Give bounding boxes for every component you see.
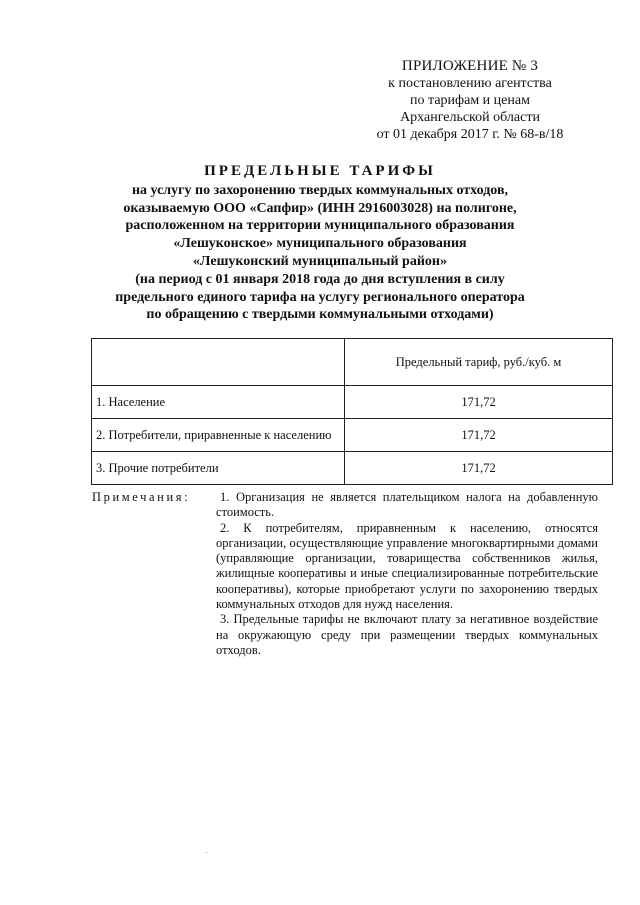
appendix-line-2: к постановлению агентства xyxy=(388,76,552,91)
title-line: по обращению с твердыми коммунальными отходами) xyxy=(146,307,494,323)
appendix-date-number: от 01 декабря 2017 г. № 68-в/18 xyxy=(376,127,564,142)
title-line: (на период с 01 января 2018 года до дня вступления в силу xyxy=(135,271,505,287)
category-cell: 3. Прочие потребители xyxy=(92,452,345,485)
appendix-line-4: Архангельской области xyxy=(400,110,540,125)
header-category-cell xyxy=(92,339,345,386)
notes-label: Примечания: xyxy=(92,490,191,504)
notes-body xyxy=(216,490,598,658)
appendix-number: ПРИЛОЖЕНИЕ № 3 xyxy=(401,58,539,74)
title-line: расположенном на территории муниципального образования xyxy=(125,218,515,234)
category-cell: 1. Население xyxy=(92,386,345,419)
table-row xyxy=(92,386,613,419)
tariff-cell: 171,72 xyxy=(345,452,613,485)
category-cell: 2. Потребители, приравненные к населению xyxy=(92,419,345,452)
tariff-cell: 171,72 xyxy=(345,386,613,419)
header-tariff-cell: Предельный тариф, руб./куб. м xyxy=(345,339,613,386)
tariff-table xyxy=(91,338,613,485)
title-line: «Лешуконское» муниципального образования xyxy=(173,236,467,252)
tariff-cell: 171,72 xyxy=(345,419,613,452)
scan-speck xyxy=(206,852,207,853)
table-row xyxy=(92,452,613,485)
appendix-line-3: по тарифам и ценам xyxy=(410,93,530,108)
document-title xyxy=(40,163,600,324)
title-line: оказываемую ООО «Сапфир» (ИНН 2916003028) на полигоне, xyxy=(123,200,517,216)
title-line: «Лешуконский муниципальный район» xyxy=(193,253,447,269)
title-heading: ПРЕДЕЛЬНЫЕ ТАРИФЫ xyxy=(204,163,436,179)
table-header-row xyxy=(92,339,613,386)
title-line: предельного единого тарифа на услугу регионального оператора xyxy=(115,289,525,305)
appendix-header xyxy=(360,58,580,143)
title-line: на услугу по захоронению твердых коммунальных отходов, xyxy=(131,182,509,198)
note-item: 1. Организация не является плательщиком налога на добавленную стоимость. xyxy=(216,490,598,520)
note-item: 2. К потребителям, приравненным к населению, относятся организации, осуществляющие управление многоквартирными домами (управляющие организации, товарищества собственников жилья, жилищные кооперативы и иные специализированные потребительские кооперативы), которые приобретают услуги по захоронению твердых коммунальных отходов для нужд населения. xyxy=(216,520,598,612)
note-item: 3. Предельные тарифы не включают плату за негативное воздействие на окружающую среду при размещении твердых коммунальных отходов. xyxy=(216,612,598,657)
table-row xyxy=(92,419,613,452)
